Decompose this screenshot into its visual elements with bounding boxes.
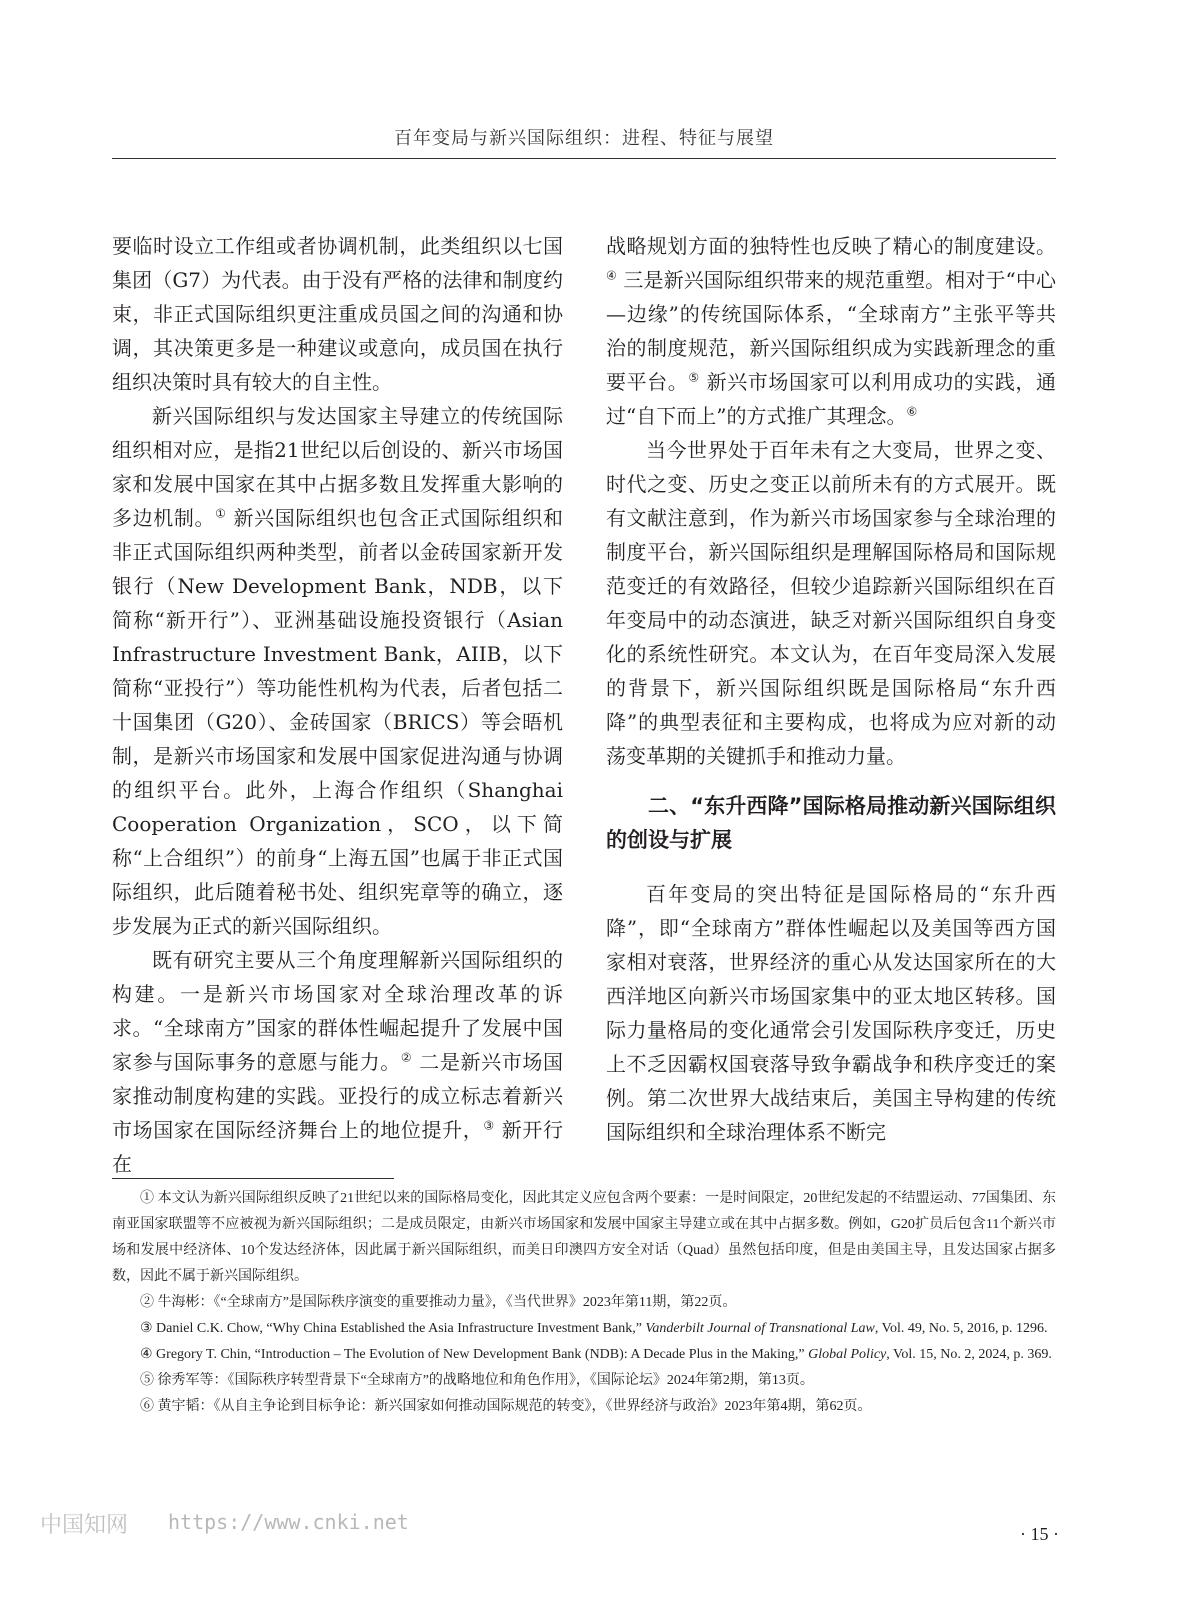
- journal-title: Global Policy: [808, 1347, 887, 1362]
- paragraph: [606, 877, 1056, 1149]
- left-column: [112, 229, 563, 1181]
- footnote-ref[interactable]: ②: [400, 1050, 413, 1065]
- footnote-text: ④ Gregory T. Chin, “Introduction – The Evolution of New Development Bank (NDB): A Decade Plus in the Making,”: [140, 1347, 809, 1362]
- paragraph-text: 战略规划方面的独特性也反映了精心的制度建设。: [606, 234, 1056, 258]
- footnote-2: ② 牛海彬：《“全球南方”是国际秩序演变的重要推动力量》，《当代世界》2023年第11期，第22页。: [140, 1295, 737, 1310]
- footnote-text: ③ Daniel C.K. Chow, “Why China Established the Asia Infrastructure Investment Bank,”: [140, 1321, 646, 1336]
- paragraph-text: 当今世界处于百年未有之大变局，世界之变、时代之变、历史之变正以前所未有的方式展开。既有文献注意到，作为新兴市场国家参与全球治理的制度平台，新兴国际组织是理解国际格局和国际规范变迁的有效路径，但较少追踪新兴国际组织在百年变局中的动态演进，缺乏对新兴国际组织自身变化的系统性研究。本文认为，在百年变局深入发展的背景下，新兴国际组织既是国际格局“东升西降”的典型表征和主要构成，也将成为应对新的动荡变革期的关键抓手和推动力量。: [606, 438, 1056, 768]
- header-rule: [112, 158, 1056, 159]
- paragraph: [606, 229, 1056, 433]
- paragraph-text: 三是新兴国际组织带来的规范重塑。相对于“中心—边缘”的传统国际体系，“全球南方”主张平等共治的制度规范，新兴国际组织成为实践新理念的重要平台。: [606, 268, 1056, 394]
- footnote-text: , Vol. 15, No. 2, 2024, p. 369.: [886, 1347, 1052, 1362]
- footnote-1: ① 本文认为新兴国际组织反映了21世纪以来的国际格局变化，因此其定义应包含两个要素：一是时间限定，20世纪发起的不结盟运动、77国集团、东南亚国家联盟等不应被视为新兴国际组织；二是成员限定，由新兴市场国家和发展中国家主导建立或在其中占据多数。例如，G20扩员后包含11个新兴市场和发展中经济体、10个发达经济体，因此属于新兴国际组织，而美日印澳四方安全对话（Quad）虽然包括印度，但是由美国主导，且发达国家占据多数，因此不属于新兴国际组织。: [112, 1191, 1056, 1284]
- footnote-4: [112, 1342, 1056, 1368]
- page-number: · 15 ·: [1020, 1524, 1059, 1544]
- paragraph-text: 新兴国际组织与发达国家主导建立的传统国际组织相对应，是指21世纪以后创设的、新兴市场国家和发展中国家在其中占据多数且发挥重大影响的多边机制。: [112, 404, 563, 530]
- footnote-ref[interactable]: ⑥: [906, 404, 918, 419]
- footnote-ref[interactable]: ③: [483, 1118, 495, 1133]
- paragraph: [112, 229, 563, 399]
- footnote-ref[interactable]: ⑤: [688, 370, 700, 385]
- paragraph-text: 新兴国际组织也包含正式国际组织和非正式国际组织两种类型，前者以金砖国家新开发银行（New Development Bank，NDB，以下简称“新开行”）、亚洲基础设施投资银行（Asian Infrastructure Investment Bank，AIIB，以下简称“亚投行”）等功能性机构为代表，后者包括二十国集团（G20）、金砖国家（BRICS）等会晤机制，是新兴市场国家和发展中国家促进沟通与协调的组织平台。此外，上海合作组织（Shanghai Cooperation Organization，SCO，以下简称“上合组织”）的前身“上海五国”也属于非正式国际组织，此后随着秘书处、组织宪章等的确立，逐步发展为正式的新兴国际组织。: [112, 506, 563, 938]
- paragraph-text: 既有研究主要从三个角度理解新兴国际组织的构建。一是新兴市场国家对全球治理改革的诉求。“全球南方”国家的群体性崛起提升了发展中国家参与国际事务的意愿与能力。: [112, 948, 563, 1074]
- paragraph-text: 要临时设立工作组或者协调机制，此类组织以七国集团（G7）为代表。由于没有严格的法律和制度约束，非正式国际组织更注重成员国之间的沟通和协调，其决策更多是一种建议或意向，成员国在执行组织决策时具有较大的自主性。: [112, 234, 563, 394]
- paragraph: [606, 433, 1056, 773]
- paragraph-text: 二是新兴市场国家推动制度构建的实践。亚投行的成立标志着新兴市场国家在国际经济舞台上的地位提升，: [112, 1050, 564, 1142]
- footnote-text: , Vol. 49, No. 5, 2016, p. 1296.: [874, 1321, 1048, 1336]
- paragraph: [112, 943, 563, 1181]
- footnotes: [112, 1186, 1056, 1420]
- cnki-watermark-url: https://www.cnki.net: [168, 1510, 409, 1534]
- journal-title: Vanderbilt Journal of Transnational Law: [645, 1321, 875, 1336]
- paragraph-text: 新兴市场国家可以利用成功的实践，通过“自下而上”的方式推广其理念。: [606, 370, 1056, 428]
- paragraph-text: 百年变局的突出特征是国际格局的“东升西降”，即“全球南方”群体性崛起以及美国等西方国家相对衰落，世界经济的重心从发达国家所在的大西洋地区向新兴市场国家集中的亚太地区转移。国际力量格局的变化通常会引发国际秩序变迁，历史上不乏因霸权国衰落导致争霸战争和秩序变迁的案例。第二次世界大战结束后，美国主导构建的传统国际组织和全球治理体系不断完: [606, 882, 1056, 1144]
- footnote-3: [112, 1316, 1056, 1342]
- right-column: [606, 229, 1056, 1149]
- paragraph: [112, 399, 563, 943]
- footnote-5: ⑤ 徐秀军等：《国际秩序转型背景下“全球南方”的战略地位和角色作用》，《国际论坛》2024年第2期，第13页。: [140, 1373, 814, 1388]
- footnote-ref[interactable]: ①: [215, 506, 227, 521]
- running-header: 百年变局与新兴国际组织：进程、特征与展望: [394, 128, 774, 149]
- paragraph-text: 新开行在: [112, 1118, 563, 1176]
- footnote-ref[interactable]: ④: [606, 268, 617, 283]
- footnote-6: ⑥ 黄宇韬：《从自主争论到目标争论：新兴国家如何推动国际规范的转变》，《世界经济与政治》2023年第4期，第62页。: [140, 1399, 872, 1414]
- footnote-rule: [112, 1178, 394, 1179]
- cnki-watermark-logo: 中国知网: [40, 1513, 129, 1538]
- section-heading: 二、“东升西降”国际格局推动新兴国际组织的创设与扩展: [606, 794, 1056, 852]
